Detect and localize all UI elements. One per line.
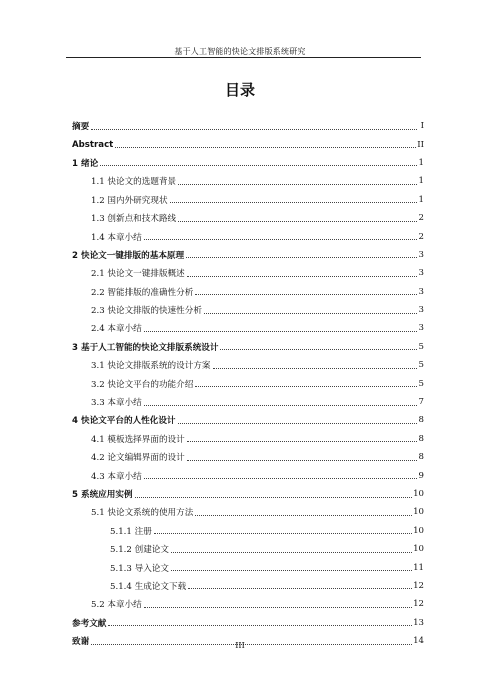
toc-entry-label: 5.2 本章小结 <box>91 600 142 611</box>
toc-entry-label: 5.1 快论文系统的使用方法 <box>91 508 194 519</box>
toc-entry-label: 5.1.3 导入论文 <box>110 563 169 574</box>
toc-entry-page: 3 <box>418 323 424 334</box>
toc-entry-label: 2.3 快论文排版的快速性分析 <box>91 306 202 317</box>
toc-entry-label: 致谢 <box>72 637 90 648</box>
toc-entry-label: 摘要 <box>72 122 90 133</box>
toc-leader-dots <box>195 515 412 516</box>
toc-entry-page: 7 <box>418 397 424 408</box>
toc-entry-label: Abstract <box>72 139 114 150</box>
toc-entry[interactable] <box>72 283 424 301</box>
toc-entry-label: 1.2 国内外研究现状 <box>91 195 168 206</box>
toc-entry-label: 3.1 快论文排版系统的设计方案 <box>91 361 211 372</box>
toc-entry-label: 4 快论文平台的人性化设计 <box>72 416 176 427</box>
toc-entry[interactable] <box>72 356 424 374</box>
toc-entry-page: 11 <box>413 562 424 573</box>
toc-entry-label: 3 基于人工智能的快论文排版系统设计 <box>72 342 219 353</box>
toc-entry[interactable] <box>72 319 424 337</box>
toc-entry[interactable] <box>72 485 424 503</box>
toc-entry-label: 4.3 本章小结 <box>91 471 142 482</box>
toc-leader-dots <box>144 331 417 332</box>
toc-entry[interactable] <box>72 264 424 282</box>
toc-entry-label: 4.2 论文编辑界面的设计 <box>91 453 185 464</box>
toc-entry[interactable] <box>72 614 424 632</box>
toc-leader-dots <box>178 423 417 424</box>
toc-leader-dots <box>154 533 412 534</box>
toc-entry-page: 13 <box>413 617 424 628</box>
toc-leader-dots <box>187 276 417 277</box>
toc-entry-label: 1.4 本章小结 <box>91 232 142 243</box>
toc-leader-dots <box>170 202 417 203</box>
page-number: III <box>235 641 245 650</box>
toc-entry-page: 3 <box>418 305 424 316</box>
toc-leader-dots <box>178 221 417 222</box>
toc-entry-page: I <box>420 121 424 132</box>
toc-entry-label: 1.3 创新点和技术路线 <box>91 214 177 225</box>
toc-entry-page: 12 <box>413 580 424 591</box>
toc-leader-dots <box>187 441 417 442</box>
toc-entry[interactable] <box>72 558 424 576</box>
toc-entry-page: 1 <box>418 194 424 205</box>
toc-entry-label: 3.2 快论文平台的功能介绍 <box>91 379 194 390</box>
toc-entry[interactable] <box>72 393 424 411</box>
toc-entry-page: 10 <box>413 525 424 536</box>
toc-entry[interactable] <box>72 191 424 209</box>
toc-leader-dots <box>108 625 412 626</box>
toc-entry[interactable] <box>72 522 424 540</box>
toc-leader-dots <box>171 570 412 571</box>
toc-entry-label: 2.1 快论文一键排版概述 <box>91 269 185 280</box>
toc-entry-page: 14 <box>413 636 424 647</box>
toc-entry-label: 1.1 快论文的选题背景 <box>91 177 177 188</box>
toc-leader-dots <box>204 313 417 314</box>
toc-entry-page: 3 <box>418 268 424 279</box>
toc-entry-label: 1 绪论 <box>72 158 99 169</box>
toc-entry-label: 4.1 模板选择界面的设计 <box>91 434 185 445</box>
toc-entry-label: 3.3 本章小结 <box>91 398 142 409</box>
toc-entry[interactable] <box>72 466 424 484</box>
toc-entry-page: 10 <box>413 507 424 518</box>
toc-entry-label: 2 快论文一键排版的基本原理 <box>72 250 185 261</box>
toc-entry-page: 12 <box>413 599 424 610</box>
toc-leader-dots <box>195 386 417 387</box>
toc-leader-dots <box>186 257 417 258</box>
toc-entry[interactable] <box>72 448 424 466</box>
toc-entry[interactable] <box>72 172 424 190</box>
toc-entry[interactable] <box>72 246 424 264</box>
running-header: 基于人工智能的快论文排版系统研究 <box>174 47 306 56</box>
toc-leader-dots <box>213 368 417 369</box>
toc-entry[interactable] <box>72 227 424 245</box>
toc-entry-page: 2 <box>418 231 424 242</box>
toc-entry[interactable] <box>72 154 424 172</box>
toc-entry-label: 5.1.2 创建论文 <box>110 545 169 556</box>
toc-leader-dots <box>135 497 413 498</box>
toc-entry[interactable] <box>72 209 424 227</box>
toc-leader-dots <box>144 239 417 240</box>
toc-leader-dots <box>144 478 417 479</box>
toc-entry-page: 2 <box>418 213 424 224</box>
toc-entry[interactable] <box>72 135 424 153</box>
toc-entry-label: 参考文献 <box>72 618 107 629</box>
toc-leader-dots <box>188 588 412 589</box>
toc-entry[interactable] <box>72 595 424 613</box>
toc-entry-page: 10 <box>413 544 424 555</box>
toc-leader-dots <box>178 184 417 185</box>
toc-entry-label: 5.1.1 注册 <box>110 526 152 537</box>
toc-entry-label: 5.1.4 生成论文下载 <box>110 581 187 592</box>
page-title: 目录 <box>224 81 255 99</box>
toc-leader-dots <box>187 460 417 461</box>
toc-entry-page: 1 <box>418 176 424 187</box>
toc-entry[interactable] <box>72 338 424 356</box>
toc-entry-label: 5 系统应用实例 <box>72 490 133 500</box>
toc-entry-page: 3 <box>418 286 424 297</box>
toc-entry[interactable] <box>72 374 424 392</box>
toc-leader-dots <box>220 349 417 350</box>
toc-entry-page: II <box>417 139 424 150</box>
toc-entry-page: 8 <box>418 452 424 463</box>
header-rule <box>66 57 421 58</box>
toc-entry-page: 8 <box>418 433 424 444</box>
toc-entry-page: 8 <box>418 415 424 426</box>
toc-entry-page: 3 <box>418 249 424 260</box>
toc-entry[interactable] <box>72 117 424 135</box>
toc-entry[interactable] <box>72 430 424 448</box>
toc-entry-page: 5 <box>418 341 424 352</box>
toc-entry-label: 2.4 本章小结 <box>91 324 142 335</box>
table-of-contents <box>72 117 424 650</box>
toc-entry[interactable] <box>72 503 424 521</box>
toc-leader-dots <box>144 607 412 608</box>
toc-entry-page: 10 <box>413 489 424 499</box>
toc-entry[interactable] <box>72 577 424 595</box>
toc-leader-dots <box>91 129 417 130</box>
toc-leader-dots <box>115 147 416 148</box>
toc-entry-label: 2.2 智能排版的准确性分析 <box>91 287 194 298</box>
toc-entry-page: 1 <box>418 157 424 168</box>
toc-entry-page: 9 <box>418 470 424 481</box>
toc-leader-dots <box>144 405 417 406</box>
toc-entry[interactable] <box>72 540 424 558</box>
toc-leader-dots <box>171 552 412 553</box>
toc-leader-dots <box>100 165 417 166</box>
toc-entry[interactable] <box>72 411 424 429</box>
toc-entry-page: 5 <box>418 360 424 371</box>
toc-entry[interactable] <box>72 301 424 319</box>
toc-leader-dots <box>195 294 417 295</box>
toc-entry-page: 5 <box>418 378 424 389</box>
